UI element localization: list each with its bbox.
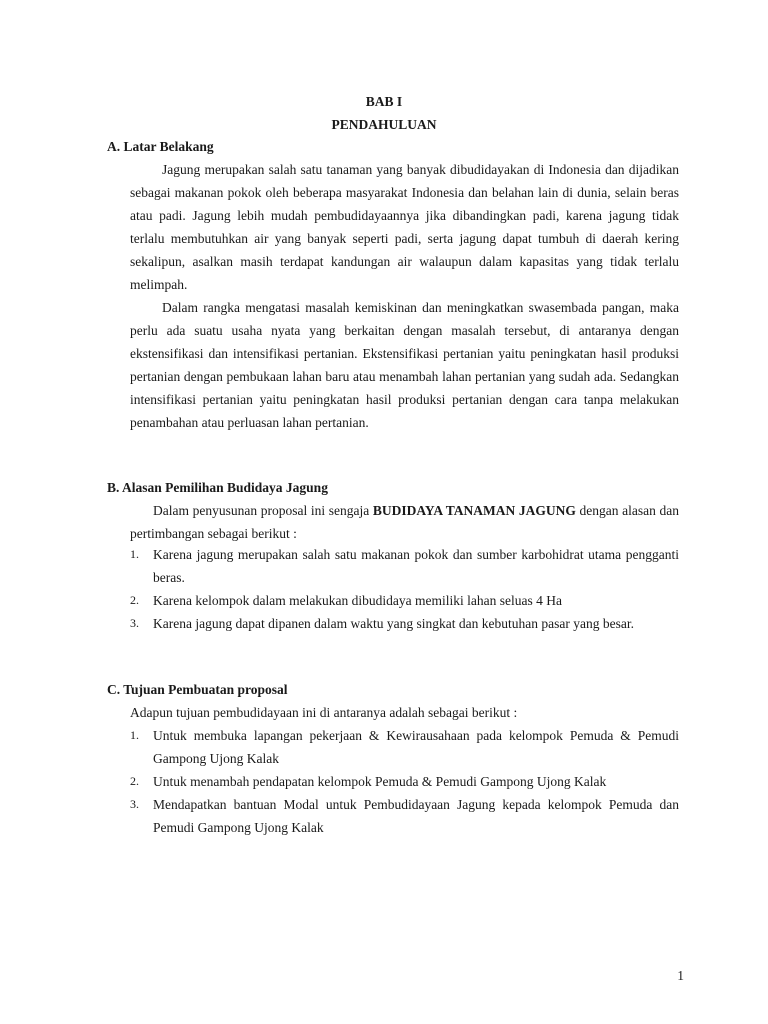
list-item-text: Karena kelompok dalam melakukan dibudidaya memiliki lahan seluas 4 Ha (153, 593, 563, 608)
section-b-intro-emphasis: BUDIDAYA TANAMAN JAGUNG (372, 503, 576, 518)
list-item-number: 1. (130, 728, 139, 742)
chapter-title: PENDAHULUAN (331, 117, 437, 132)
section-a-body (130, 158, 679, 434)
list-item-text: Karena jagung dapat dipanen dalam waktu yang singkat dan kebutuhan pasar yang besar. (153, 616, 634, 631)
section-b-intro (130, 499, 679, 545)
list-item-text: Untuk menambah pendapatan kelompok Pemuda & Pemudi Gampong Ujong Kalak (153, 774, 607, 789)
list-item-number: 1. (130, 547, 139, 561)
list-item-text: Mendapatkan bantuan Modal untuk Pembudidayaan Jagung kepada kelompok Pemuda dan Pemudi Gampong Ujong Kalak (153, 797, 679, 835)
section-b-intro-text-2: dengan alasan dan pertimbangan sebagai berikut : (130, 503, 680, 541)
list-item-text: Untuk membuka lapangan pekerjaan & Kewirausahaan pada kelompok Pemuda & Pemudi Gampong Ujong Kalak (153, 728, 679, 766)
section-a-paragraph-2: Dalam rangka mengatasi masalah kemiskinan dan meningkatkan swasembada pangan, maka perlu ada suatu usaha nyata yang berkaitan dengan masalah tersebut, di antaranya dengan ekstensifikasi dan intensifikasi pertanian. Ekstensifikasi pertanian yaitu peningkatan hasil produksi pertanian dengan pembukaan lahan baru atau menambah lahan pertanian yang sudah ada. Sedangkan intensifikasi pertanian yaitu peningkatan hasil produksi pertanian dengan cara tanpa melakukan penambahan atau perluasan lahan pertanian. (130, 300, 679, 430)
section-b-intro-text-1: Dalam penyusunan proposal ini sengaja (153, 503, 373, 518)
section-c-heading: C. Tujuan Pembuatan proposal (107, 682, 288, 697)
section-b-list (130, 543, 679, 635)
list-item (130, 793, 679, 839)
section-a-paragraph-1: Jagung merupakan salah satu tanaman yang banyak dibudidayakan di Indonesia dan dijadikan sebagai makanan pokok oleh beberapa masyarakat Indonesia dan belahan lain di dunia, selain beras atau padi. Jagung lebih mudah pembudidayaannya jika dibandingkan padi, karena jagung tidak terlalu membutuhkan air yang banyak seperti padi, serta jagung dapat tumbuh di daerah kering sekalipun, asalkan masih terdapat kandungan air walaupun dalam kapasitas yang tidak terlalu melimpah. (130, 162, 679, 292)
list-item-text: Karena jagung merupakan salah satu makanan pokok dan sumber karbohidrat utama pengganti beras. (153, 547, 679, 585)
page-number: 1 (677, 968, 684, 983)
section-c-list (130, 724, 679, 839)
list-item-number: 3. (130, 616, 139, 630)
list-item (130, 724, 679, 770)
list-item-number: 2. (130, 593, 139, 607)
list-item-number: 2. (130, 774, 139, 788)
section-c-intro: Adapun tujuan pembudidayaan ini di antaranya adalah sebagai berikut : (130, 705, 518, 720)
section-a-heading: A. Latar Belakang (107, 139, 214, 154)
list-item (130, 612, 679, 635)
list-item (130, 770, 679, 793)
list-item (130, 543, 679, 589)
section-b-heading: B. Alasan Pemilihan Budidaya Jagung (107, 480, 328, 495)
chapter-label: BAB I (365, 94, 403, 109)
list-item-number: 3. (130, 797, 139, 811)
list-item (130, 589, 679, 612)
